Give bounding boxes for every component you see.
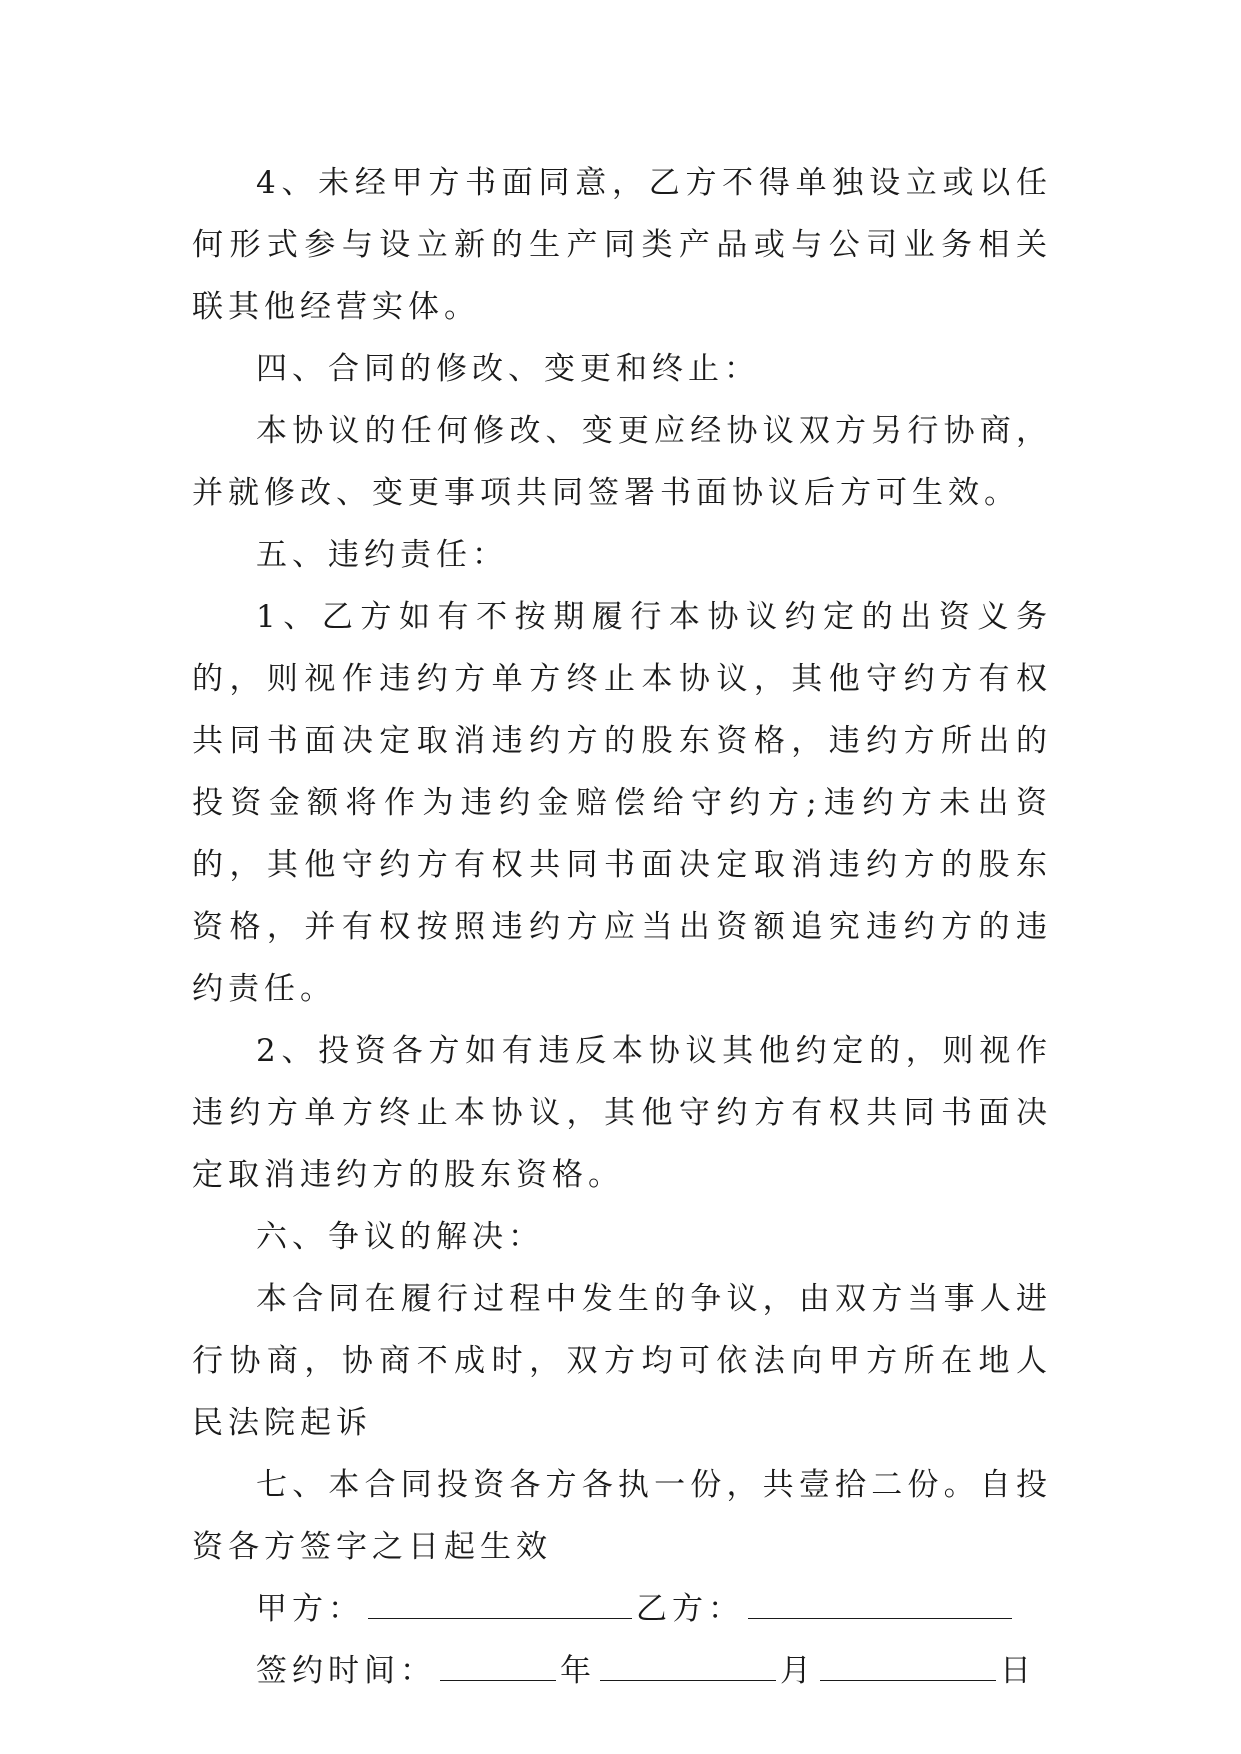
section-7-paragraph: 七、本合同投资各方各执一份，共壹拾二份。自投资各方签字之日起生效 (192, 1467, 1052, 1565)
year-label: 年 (560, 1653, 596, 1689)
clause-4-paragraph: 4、未经甲方书面同意，乙方不得单独设立或以任何形式参与设立新的生产同类产品或与公司业务相关联其他经营实体。 (192, 165, 1052, 325)
document-page (192, 152, 1052, 1702)
month-blank[interactable] (600, 1654, 776, 1681)
year-blank[interactable] (440, 1654, 556, 1681)
breach-clause-1-paragraph: 1、乙方如有不按期履行本协议约定的出资义务的，则视作违约方单方终止本协议，其他守约方有权共同书面决定取消违约方的股东资格，违约方所出的投资金额将作为违约金赔偿给守约方;违约方未出资的，其他守约方有权共同书面决定取消违约方的股东资格，并有权按照违约方应当出资额追究违约方的违约责任。 (192, 599, 1052, 1007)
section-4-heading: 四、合同的修改、变更和终止： (256, 351, 760, 387)
section-6-heading: 六、争议的解决： (256, 1219, 544, 1255)
signing-date-line (192, 1640, 1052, 1702)
dispute-paragraph: 本合同在履行过程中发生的争议，由双方当事人进行协商，协商不成时，双方均可依法向甲方所在地人民法院起诉 (192, 1281, 1052, 1441)
breach-clause-2-paragraph: 2、投资各方如有违反本协议其他约定的，则视作违约方单方终止本协议，其他守约方有权共同书面决定取消违约方的股东资格。 (192, 1033, 1052, 1193)
party-a-signature-blank[interactable] (368, 1592, 632, 1619)
party-a-label: 甲方： (256, 1591, 364, 1627)
day-blank[interactable] (820, 1654, 996, 1681)
signing-date-label: 签约时间： (256, 1653, 436, 1689)
section-5-heading: 五、违约责任： (256, 537, 508, 573)
modification-paragraph: 本协议的任何修改、变更应经协议双方另行协商，并就修改、变更事项共同签署书面协议后方可生效。 (192, 413, 1052, 511)
party-b-signature-blank[interactable] (748, 1592, 1012, 1619)
day-label: 日 (1000, 1653, 1036, 1689)
party-b-label: 乙方： (636, 1591, 744, 1627)
party-signature-line (192, 1578, 1052, 1640)
month-label: 月 (780, 1653, 816, 1689)
